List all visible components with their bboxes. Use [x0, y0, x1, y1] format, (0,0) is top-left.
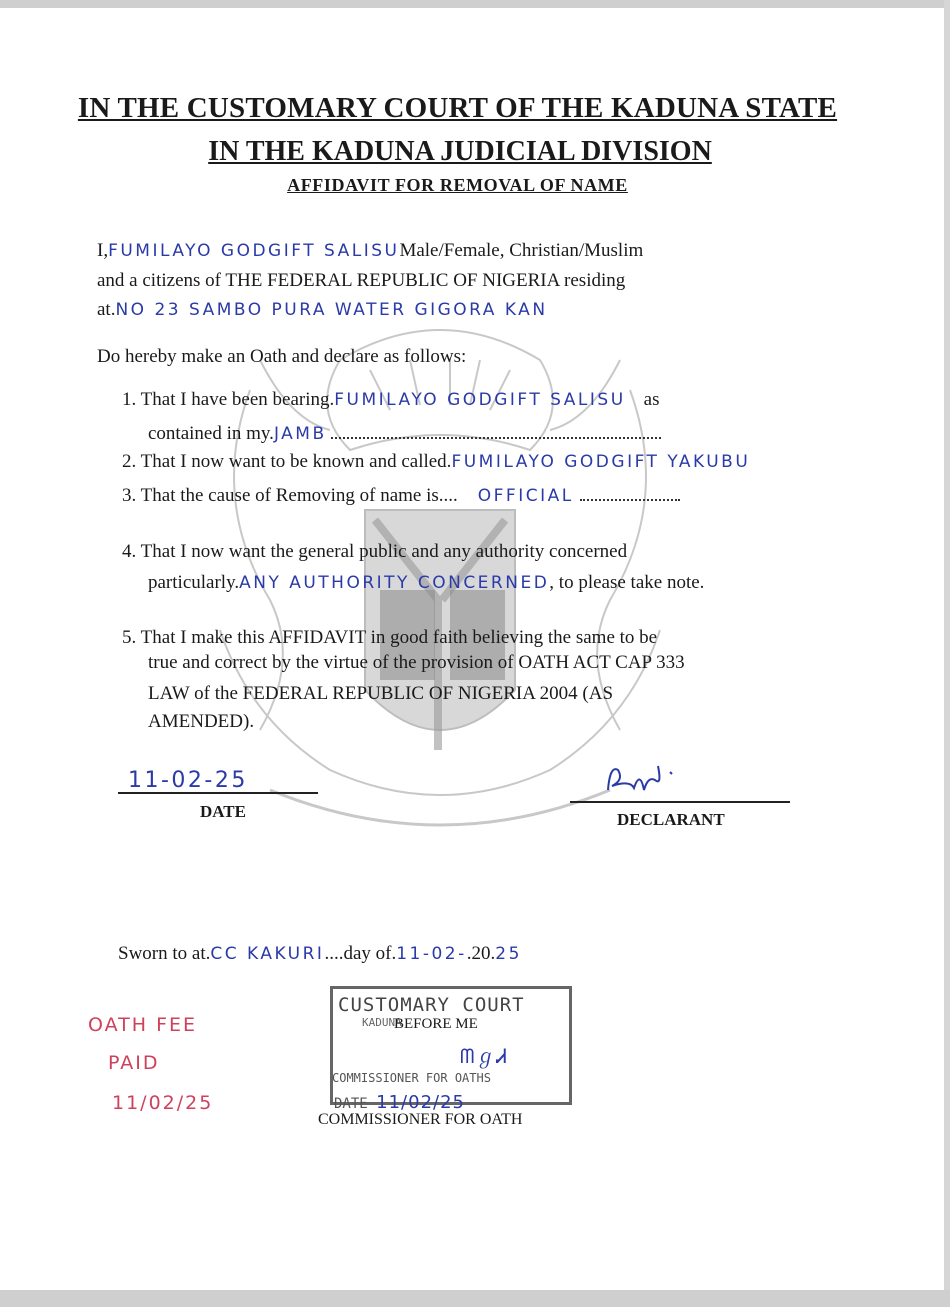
stamp-commissioner-for-oaths: COMMISSIONER FOR OATHS — [332, 1071, 491, 1085]
division-title: IN THE KADUNA JUDICIAL DIVISION — [208, 136, 712, 167]
commissioner-label: COMMISSIONER FOR OATH — [318, 1111, 523, 1128]
address-prefix: at. — [97, 299, 116, 320]
address-handwritten: NO 23 SAMBO PURA WATER GIGORA KAN — [115, 300, 548, 320]
sworn-year-handwritten: 25 — [495, 944, 522, 964]
declarant-signature — [600, 760, 680, 800]
declarant-line — [570, 801, 790, 803]
sworn-place-handwritten: CC KAKURI — [210, 944, 325, 964]
clause-4-suffix: , to please take note. — [549, 572, 705, 593]
sworn-day-handwritten: 11-02- — [396, 944, 467, 964]
address-line — [97, 299, 548, 321]
clause-2-name-handwritten: FUMILAYO GODGIFT YAKUBU — [451, 452, 751, 472]
oath-fee-note-date: 11/02/25 — [112, 1092, 214, 1114]
scan-edge-bottom — [0, 1290, 950, 1307]
stamp-court-name: CUSTOMARY COURT — [338, 994, 525, 1016]
clause-4-prefix: particularly. — [148, 572, 240, 593]
sworn-year-prefix: .20. — [466, 943, 496, 964]
clause-5-line-2: true and correct by the virtue of the provision of OATH ACT CAP 333 — [148, 652, 685, 673]
clause-2-prefix: 2. That I now want to be known and called. — [122, 451, 452, 472]
declarant-label: DECLARANT — [617, 810, 725, 829]
clause-3-cause-handwritten: OFFICIAL — [477, 486, 574, 506]
commissioner-signature: ᗰℊᏗ — [460, 1044, 508, 1068]
clause-1-dotted-line — [331, 419, 661, 439]
clause-3 — [122, 481, 680, 507]
sworn-prefix: Sworn to at. — [118, 943, 211, 964]
affidavit-title: AFFIDAVIT FOR REMOVAL OF NAME — [287, 175, 628, 195]
intro-prefix: I, — [97, 240, 109, 261]
date-label: DATE — [200, 802, 246, 821]
court-title: IN THE CUSTOMARY COURT OF THE KADUNA STATE — [77, 92, 838, 124]
clause-5-line-1: 5. That I make this AFFIDAVIT in good faith believing the same to be — [122, 627, 658, 648]
clause-5-line-3: LAW of the FEDERAL REPUBLIC OF NIGERIA 2004 (AS — [148, 683, 614, 704]
clause-1-line-2-prefix: contained in my. — [148, 423, 274, 444]
clause-1-name-handwritten: FUMILAYO GODGIFT SALISU — [334, 390, 626, 410]
clause-1-suffix: as — [643, 389, 660, 410]
clause-1-line-1 — [122, 389, 659, 411]
clause-4-authority-handwritten: ANY AUTHORITY CONCERNED — [239, 573, 550, 593]
date-handwritten: 11-02-25 — [128, 768, 248, 793]
oath-fee-note-line-2: PAID — [108, 1052, 160, 1074]
citizen-line: and a citizens of THE FEDERAL REPUBLIC OF NIGERIA residing — [97, 270, 626, 291]
clause-3-prefix: 3. That the cause of Removing of name is.... — [122, 485, 458, 506]
clause-4-line-1: 4. That I now want the general public and any authority concerned — [122, 541, 628, 562]
oath-intro: Do hereby make an Oath and declare as follows: — [97, 346, 467, 367]
date-line — [118, 792, 318, 794]
clause-3-dotted-line — [580, 481, 680, 501]
stamp-date-prefix: DATE — [334, 1096, 368, 1112]
clause-5-line-4: AMENDED). — [148, 711, 255, 732]
clause-1-prefix: 1. That I have been bearing. — [122, 389, 335, 410]
declarant-name-handwritten: FUMILAYO GODGIFT SALISU — [108, 241, 400, 261]
clause-1-document-handwritten: JAMB — [273, 424, 327, 444]
stamp-date-handwritten: 11/02/25 — [376, 1092, 465, 1113]
gender-religion-options: Male/Female, Christian/Muslim — [399, 240, 644, 261]
before-me-label: BEFORE ME — [394, 1016, 478, 1032]
clause-1-line-2 — [148, 419, 661, 445]
sworn-line — [118, 943, 522, 965]
oath-fee-note-line-1: OATH FEE — [88, 1014, 198, 1036]
scan-edge-top — [0, 0, 950, 8]
stamp-date-row — [334, 1092, 465, 1113]
intro-line-1 — [97, 240, 643, 262]
stamp-location: KADUNA — [362, 1016, 402, 1029]
sworn-day-of: ....day of. — [324, 943, 397, 964]
clause-4-line-2 — [148, 572, 704, 594]
clause-2 — [122, 451, 750, 473]
scan-edge-right — [944, 0, 950, 1307]
